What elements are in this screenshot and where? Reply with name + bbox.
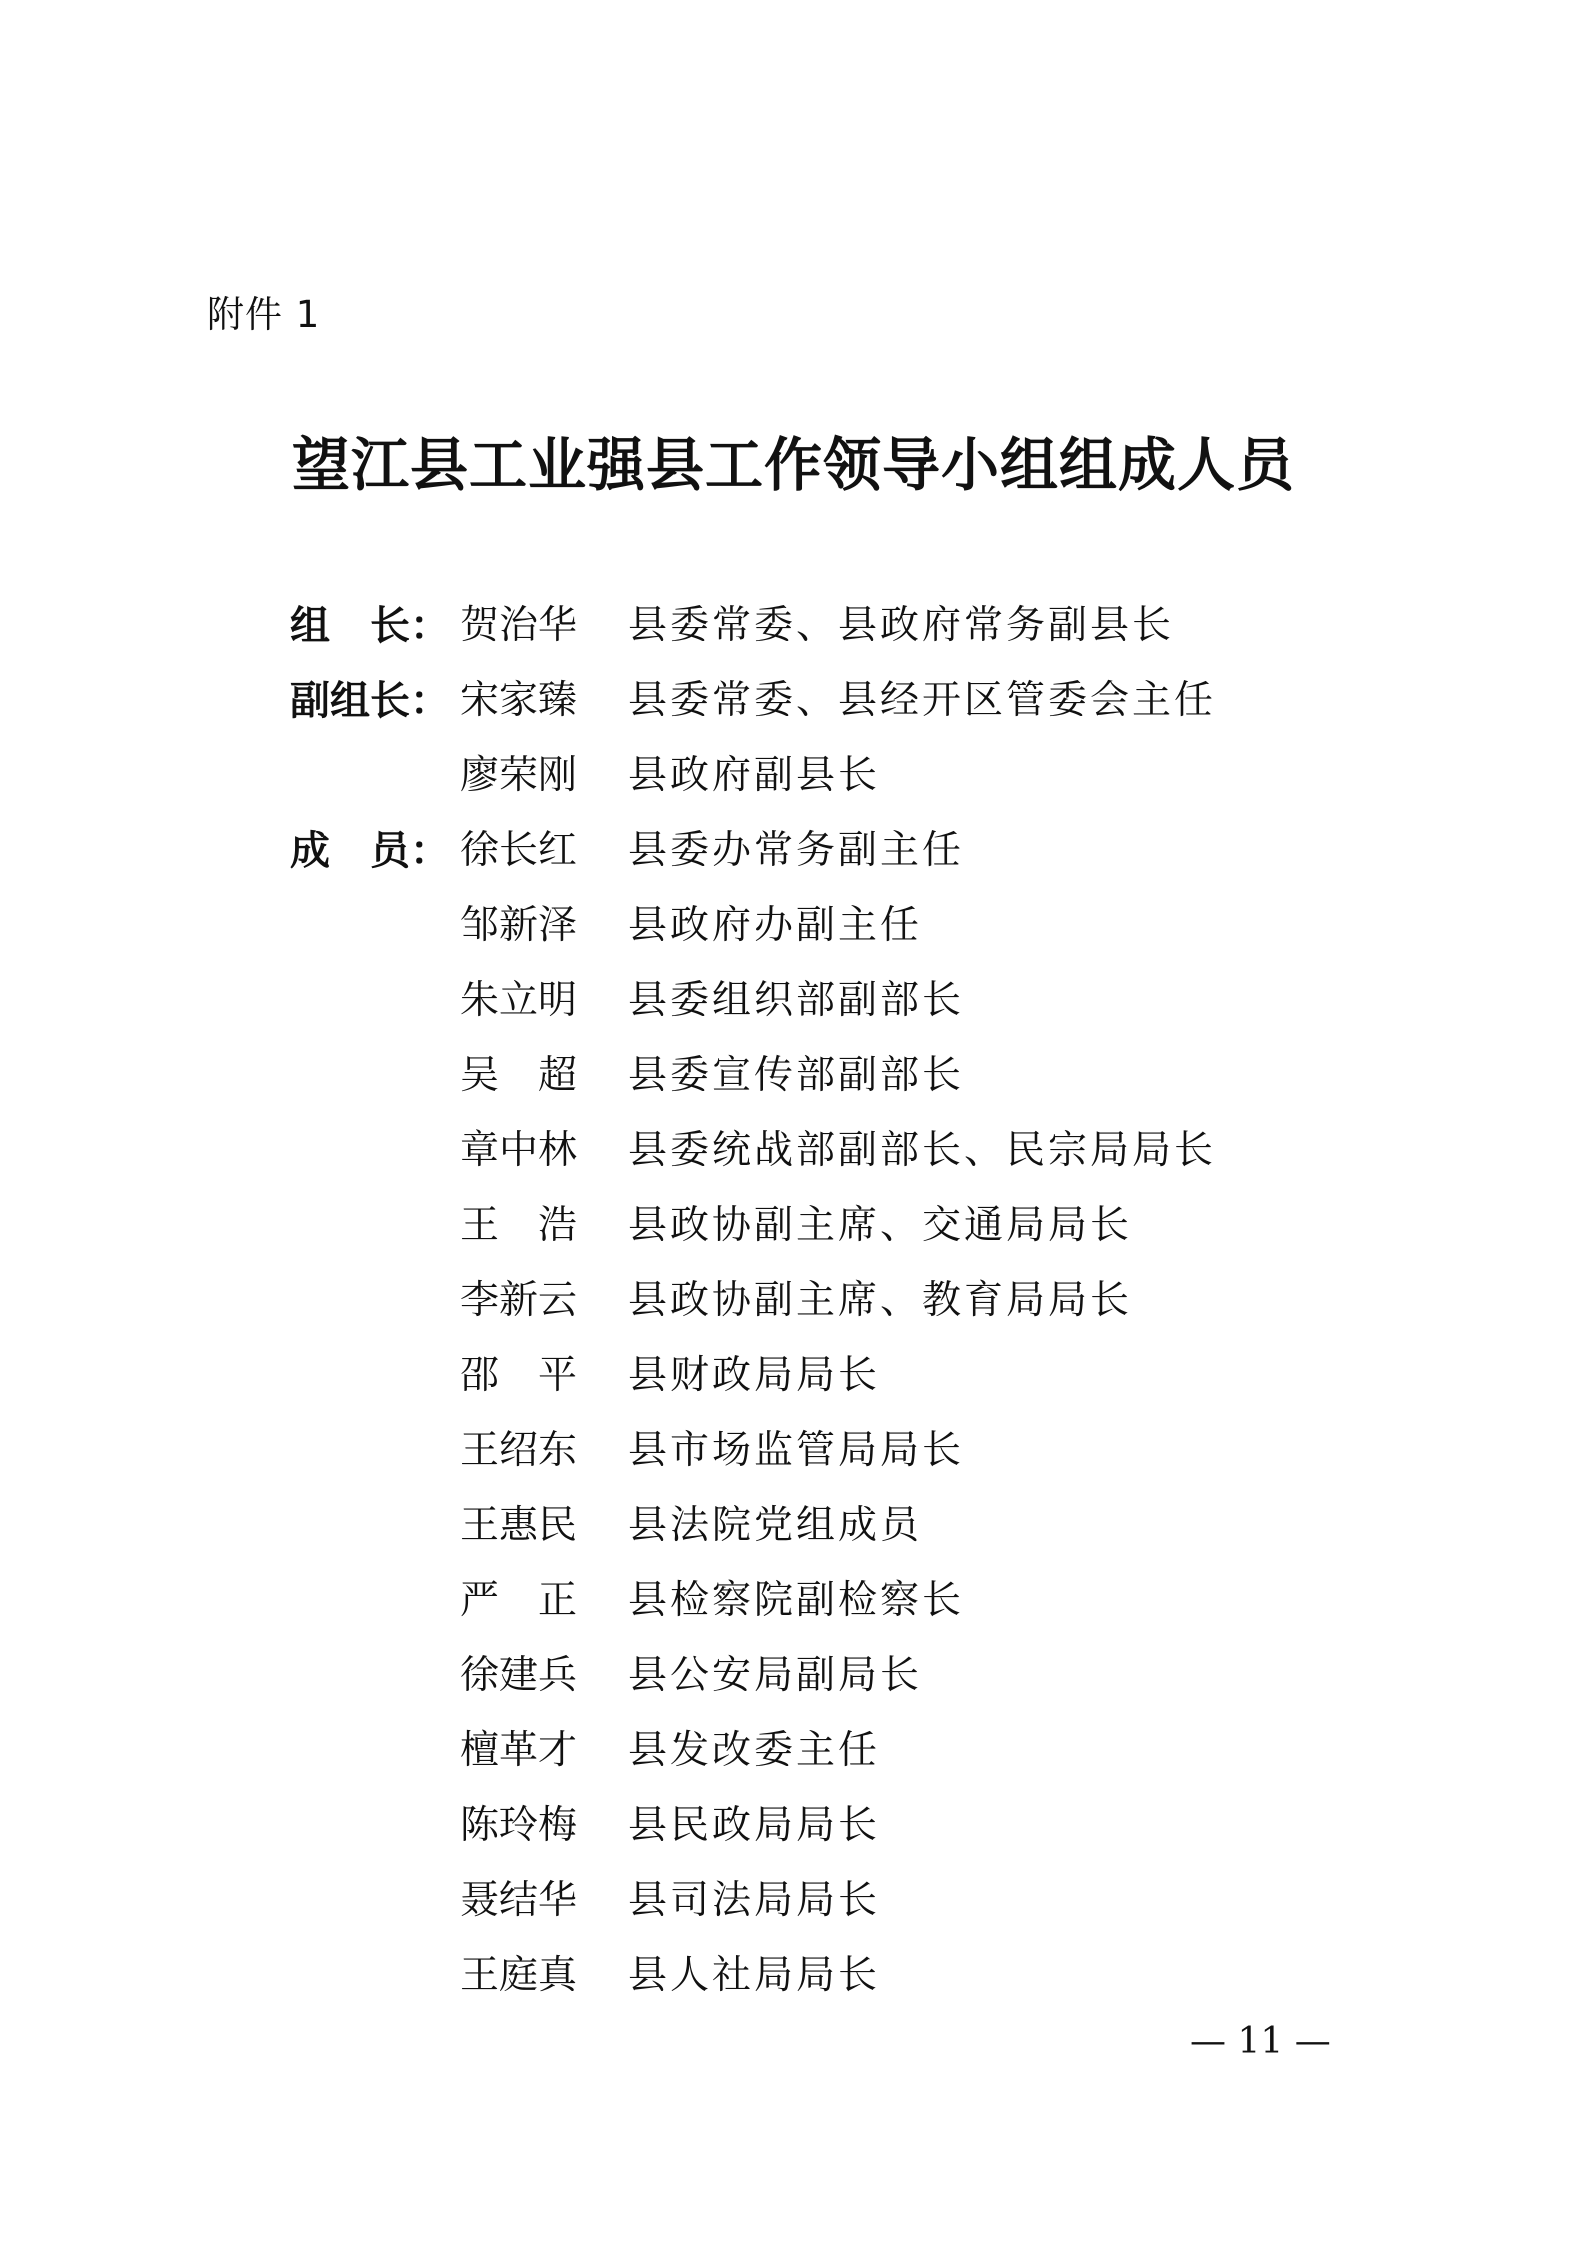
member-position: 县委组织部副部长 — [628, 978, 965, 1023]
attachment-label: 附件 1 — [207, 293, 321, 336]
member-name: 朱立明 — [460, 978, 578, 1023]
member-row — [0, 1046, 1587, 1121]
document-title: 望江县工业强县工作领导小组组成人员 — [291, 431, 1295, 499]
member-position: 县委办常务副主任 — [628, 828, 965, 873]
member-row — [0, 596, 1587, 671]
member-position: 县政府副县长 — [628, 753, 881, 798]
member-row — [0, 1571, 1587, 1646]
member-position: 县人社局局长 — [628, 1953, 881, 1998]
member-row — [0, 1721, 1587, 1796]
member-name: 邹新泽 — [460, 903, 578, 948]
member-name: 严 正 — [460, 1578, 578, 1623]
member-position: 县民政局局长 — [628, 1803, 881, 1848]
member-position: 县市场监管局局长 — [628, 1428, 965, 1473]
member-row — [0, 1871, 1587, 1946]
member-name: 徐长红 — [460, 828, 578, 873]
member-row — [0, 896, 1587, 971]
member-position: 县法院党组成员 — [628, 1503, 923, 1548]
member-name: 王 浩 — [460, 1203, 578, 1248]
member-position: 县财政局局长 — [628, 1353, 881, 1398]
member-row — [0, 1946, 1587, 2021]
member-name: 檀革才 — [460, 1728, 578, 1773]
member-name: 章中林 — [460, 1128, 578, 1173]
member-name: 王绍东 — [460, 1428, 578, 1473]
member-row — [0, 821, 1587, 896]
member-position: 县政府办副主任 — [628, 903, 923, 948]
member-row — [0, 1496, 1587, 1571]
member-role: 成 员： — [290, 828, 450, 874]
member-position: 县发改委主任 — [628, 1728, 881, 1773]
member-row — [0, 1121, 1587, 1196]
member-position: 县委常委、县政府常务副县长 — [628, 603, 1175, 648]
member-position: 县政协副主席、教育局局长 — [628, 1278, 1133, 1323]
member-position: 县委统战部副部长、民宗局局长 — [628, 1128, 1217, 1173]
member-name: 徐建兵 — [460, 1653, 578, 1698]
member-row — [0, 1346, 1587, 1421]
member-row — [0, 746, 1587, 821]
member-name: 李新云 — [460, 1278, 578, 1323]
member-name: 聂结华 — [460, 1878, 578, 1923]
member-name: 陈玲梅 — [460, 1803, 578, 1848]
member-row — [0, 1271, 1587, 1346]
member-name: 王惠民 — [460, 1503, 578, 1548]
member-list — [0, 596, 1587, 2021]
page-number: — 11 — — [1190, 2021, 1331, 2062]
member-row — [0, 1646, 1587, 1721]
member-row — [0, 1796, 1587, 1871]
member-role: 副组长： — [290, 678, 450, 724]
member-row — [0, 1196, 1587, 1271]
member-name: 宋家臻 — [460, 678, 578, 723]
member-row — [0, 671, 1587, 746]
member-position: 县检察院副检察长 — [628, 1578, 965, 1623]
member-position: 县公安局副局长 — [628, 1653, 923, 1698]
member-name: 吴 超 — [460, 1053, 578, 1098]
member-position: 县司法局局长 — [628, 1878, 881, 1923]
member-position: 县委宣传部副部长 — [628, 1053, 965, 1098]
member-name: 邵 平 — [460, 1353, 578, 1398]
member-role: 组 长： — [290, 603, 450, 649]
member-name: 廖荣刚 — [460, 753, 578, 798]
member-name: 王庭真 — [460, 1953, 578, 1998]
member-position: 县委常委、县经开区管委会主任 — [628, 678, 1217, 723]
member-name: 贺治华 — [460, 603, 578, 648]
member-row — [0, 971, 1587, 1046]
member-position: 县政协副主席、交通局局长 — [628, 1203, 1133, 1248]
member-row — [0, 1421, 1587, 1496]
